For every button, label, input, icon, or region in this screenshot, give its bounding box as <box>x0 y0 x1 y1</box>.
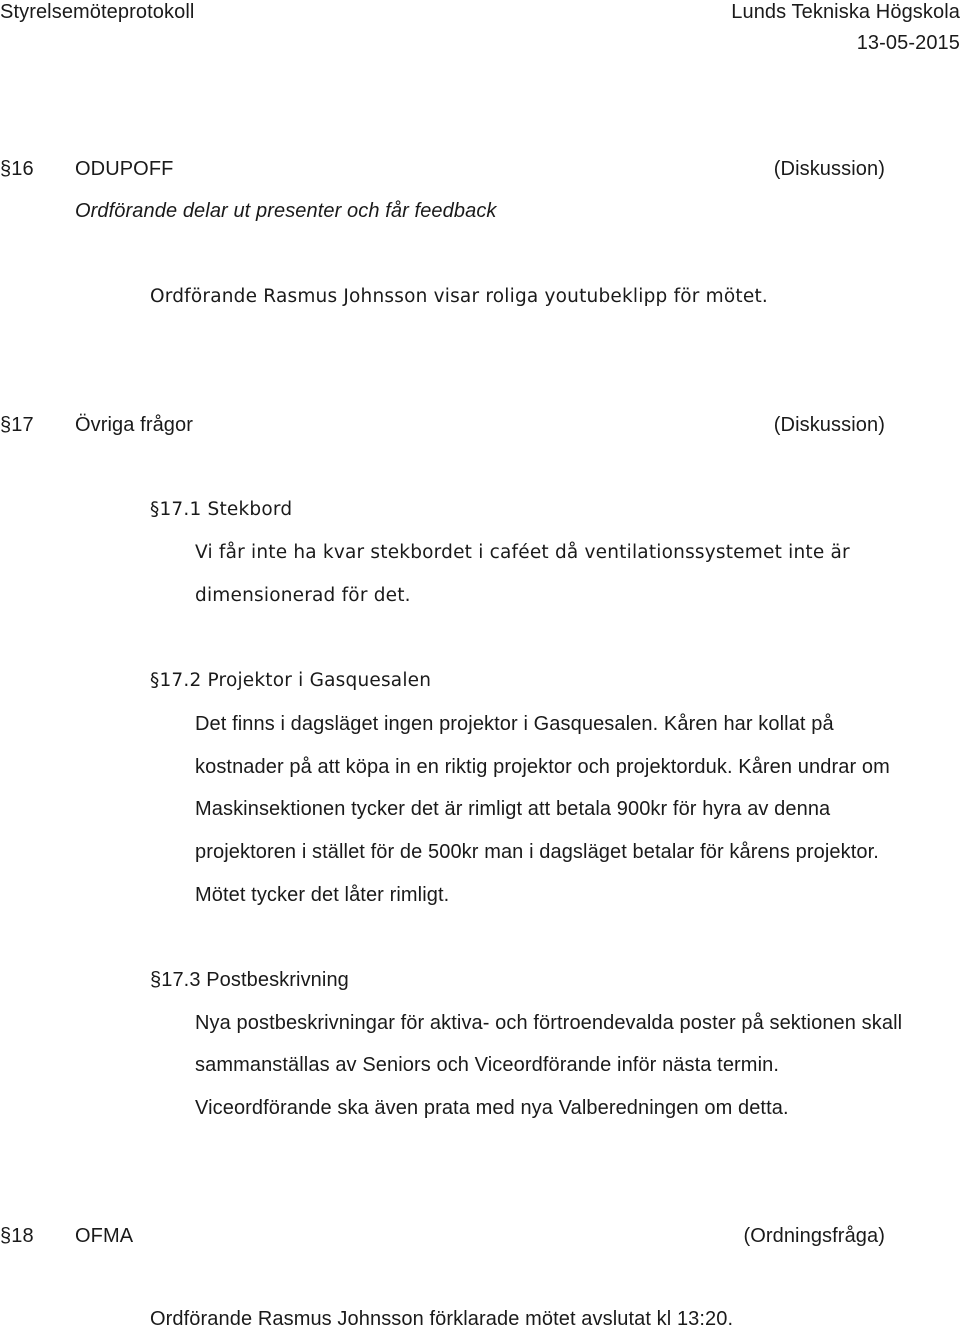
document-date: 13-05-2015 <box>856 32 960 54</box>
section-16-subtitle: Ordförande delar ut presenter och får feedback <box>75 200 497 222</box>
section-16-number: §16 <box>0 158 34 180</box>
subsection-17-3-line: Viceordförande ska även prata med nya Valberedningen om detta. <box>195 1097 789 1119</box>
subsection-17-2-line: Maskinsektionen tycker det är rimligt att betala 900kr för hyra av denna <box>195 798 831 820</box>
subsection-17-3-line: Nya postbeskrivningar för aktiva- och förtroendevalda poster på sektionen skall <box>195 1012 903 1034</box>
document-title: Styrelsemöteprotokoll <box>0 1 195 23</box>
section-18-title: OFMA <box>75 1225 134 1247</box>
subsection-17-2-heading: §17.2 Projektor i Gasquesalen <box>150 670 432 691</box>
section-18-type: (Ordningsfråga) <box>743 1225 885 1247</box>
organization-name: Lunds Tekniska Högskola <box>731 1 960 23</box>
subsection-17-1-line: dimensionerad för det. <box>195 585 411 606</box>
subsection-17-1-heading: §17.1 Stekbord <box>150 499 293 520</box>
subsection-17-3-heading: §17.3 Postbeskrivning <box>150 969 349 991</box>
section-17-number: §17 <box>0 414 34 436</box>
subsection-17-3-line: sammanställas av Seniors och Viceordförande inför nästa termin. <box>195 1054 779 1076</box>
section-18-body: Ordförande Rasmus Johnsson förklarade mötet avslutat kl 13:20. <box>150 1308 734 1330</box>
section-16-title: ODUPOFF <box>75 158 174 180</box>
subsection-17-2-line: Det finns i dagsläget ingen projektor i Gasquesalen. Kåren har kollat på <box>195 713 834 735</box>
section-16-body: Ordförande Rasmus Johnsson visar roliga youtubeklipp för mötet. <box>150 286 768 307</box>
subsection-17-2-line: projektoren i stället för de 500kr man i dagsläget betalar för kårens projektor. <box>195 841 879 863</box>
section-18-number: §18 <box>0 1225 34 1247</box>
section-16-type: (Diskussion) <box>773 158 885 180</box>
subsection-17-1-line: Vi får inte ha kvar stekbordet i caféet då ventilationssystemet inte är <box>195 542 850 563</box>
subsection-17-2-line: kostnader på att köpa in en riktig projektor och projektorduk. Kåren undrar om <box>195 756 890 778</box>
section-17-title: Övriga frågor <box>75 414 194 436</box>
section-17-type: (Diskussion) <box>773 414 885 436</box>
subsection-17-2-line: Mötet tycker det låter rimligt. <box>195 884 450 906</box>
